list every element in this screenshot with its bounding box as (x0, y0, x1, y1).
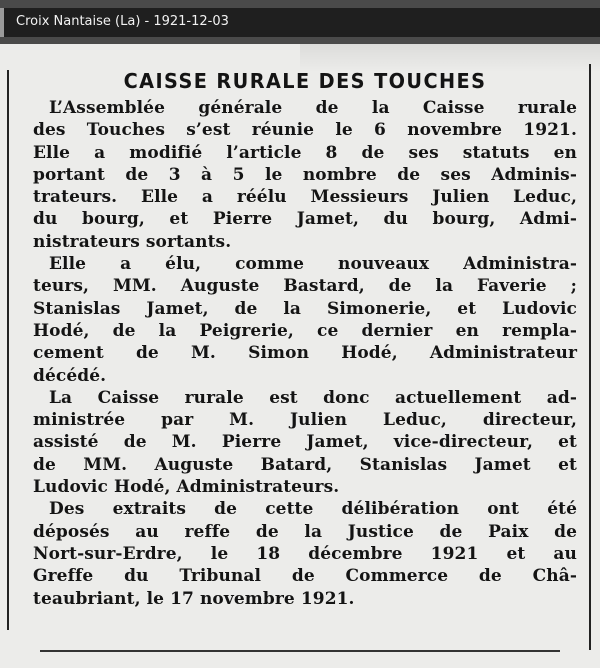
article-line: nistrateurs sortants. (33, 231, 232, 252)
article-body (33, 97, 577, 610)
article-line: Des extraits de cette délibération ont été (49, 499, 577, 520)
column-rule-right (589, 64, 591, 650)
article-line: portant de 3 à 5 le nombre de ses Adminis- (33, 164, 577, 185)
article-line: Greffe du Tribunal de Commerce de Châ- (33, 566, 577, 587)
article-line: ministrée par M. Julien Leduc, directeur, (33, 410, 577, 431)
article-line: assisté de M. Pierre Jamet, vice-directeur, et (33, 432, 577, 453)
article-line: L’Assemblée générale de la Caisse rurale (49, 98, 577, 118)
window-title: Croix Nantaise (La) - 1921-12-03 (16, 14, 229, 29)
title-marker (0, 8, 4, 37)
column-rule-left (7, 70, 9, 630)
article-line: trateurs. Elle a réélu Messieurs Julien Leduc, (33, 187, 577, 208)
window-titlebar (0, 0, 600, 44)
article-line: Nort-sur-Erdre, le 18 décembre 1921 et au (33, 543, 577, 564)
article-separator-rule (40, 650, 560, 652)
article-line: des Touches s’est réunie le 6 novembre 1921. (33, 120, 577, 141)
article-line: du bourg, et Pierre Jamet, du bourg, Admi- (33, 209, 577, 230)
article-line: La Caisse rurale est donc actuellement ad- (49, 387, 577, 408)
article-line: teurs, MM. Auguste Bastard, de la Faverie ; (33, 276, 577, 297)
article-line: Elle a modifié l’article 8 de ses statuts en (33, 142, 577, 163)
article-line: déposés au reffe de la Justice de Paix de (33, 521, 577, 542)
article-line: Ludovic Hodé, Administrateurs. (33, 477, 340, 498)
article-line: de MM. Auguste Batard, Stanislas Jamet et (33, 454, 577, 475)
article-line: teaubriant, le 17 novembre 1921. (33, 588, 355, 609)
article-headline: CAISSE RURALE DES TOUCHES (123, 69, 487, 93)
article-line: Stanislas Jamet, de la Simonerie, et Ludovic (33, 298, 577, 319)
article-line: décédé. (33, 365, 107, 386)
article (33, 67, 577, 610)
article-line: Hodé, de la Peigrerie, ce dernier en rempla- (33, 320, 577, 341)
article-line: Elle a élu, comme nouveaux Administra- (49, 254, 577, 275)
article-line: cement de M. Simon Hodé, Administrateur (33, 343, 577, 364)
